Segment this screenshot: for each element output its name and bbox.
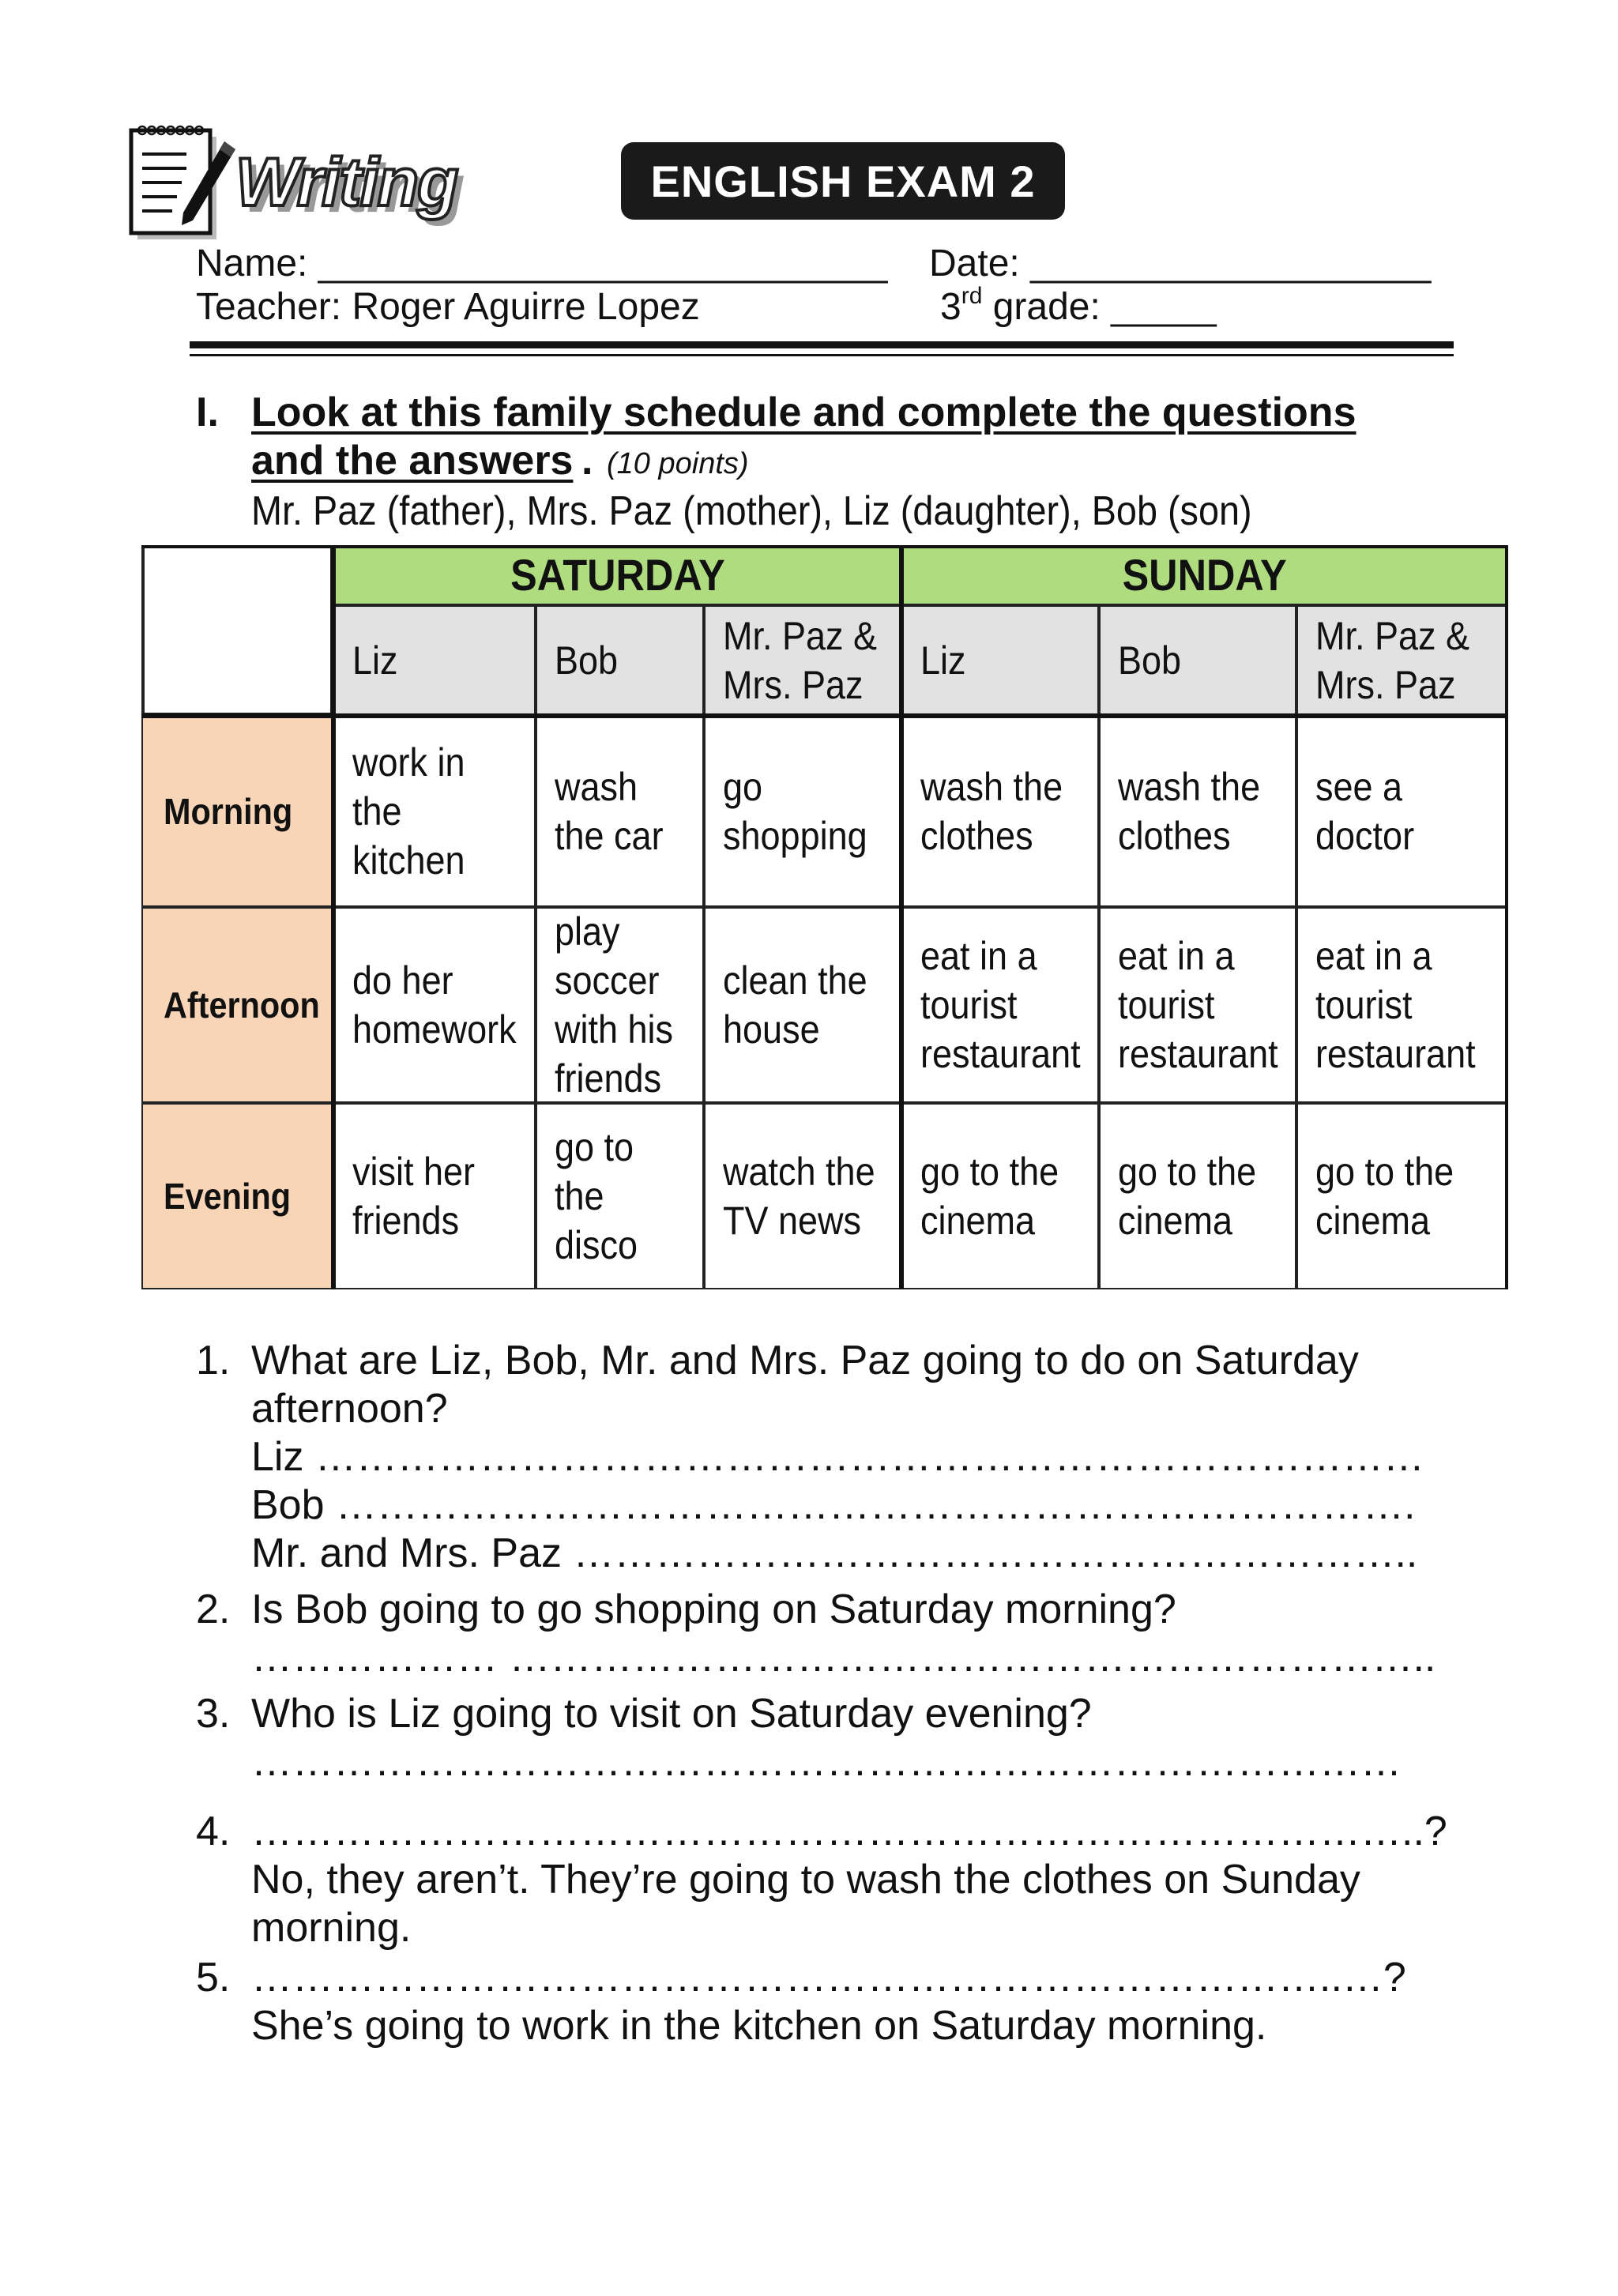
table-corner-cell: [141, 545, 333, 716]
schedule-cell-text: eat in a tourist restaurant: [920, 934, 1081, 1076]
schedule-cell-text: do her homework: [352, 958, 517, 1052]
schedule-cell: [1296, 716, 1508, 907]
question-1-answer-parents[interactable]: Mr. and Mrs. Paz ……………………………………………………..: [251, 1530, 1418, 1576]
exam-title: ENGLISH EXAM 2: [621, 142, 1065, 220]
schedule-cell-text: wash the clothes: [920, 765, 1063, 858]
question-2-answer[interactable]: ……………… …………………………………………………………..: [251, 1635, 1436, 1681]
question-1-answer-liz[interactable]: Liz ………………………………………………………………………: [251, 1434, 1424, 1480]
day-header-sunday: [901, 545, 1508, 605]
person-header: [1296, 605, 1508, 716]
family-members: Mr. Paz (father), Mrs. Paz (mother), Liz (daughter), Bob (son): [251, 488, 1252, 534]
person-header: [536, 605, 704, 716]
schedule-cell: [536, 716, 704, 907]
schedule-cell-text: visit her friends: [352, 1150, 476, 1243]
header-rule-thick: [190, 341, 1454, 348]
table-header-divider: [141, 713, 1508, 718]
section-instruction-period: .: [581, 438, 593, 484]
schedule-cell-text: wash the clothes: [1118, 765, 1261, 858]
grade-blank: grade: _____: [982, 286, 1217, 328]
schedule-cell-text: play soccer with his friends: [555, 909, 674, 1101]
question-3-answer[interactable]: …………………………………………………………………………: [251, 1739, 1402, 1785]
time-header-afternoon-text: Afternoon: [164, 984, 320, 1026]
time-header-evening-text: Evening: [164, 1176, 292, 1217]
schedule-cell: [901, 716, 1099, 907]
question-2-number: 2.: [196, 1586, 231, 1632]
time-header-morning: [141, 716, 333, 907]
name-field[interactable]: Name: ___________________________: [196, 243, 888, 284]
question-5-answer: She’s going to work in the kitchen on Saturday morning.: [251, 2003, 1267, 2049]
schedule-cell-text: go to the cinema: [1315, 1150, 1454, 1243]
person-header: [901, 605, 1099, 716]
schedule-cell: [1099, 1103, 1296, 1289]
schedule-cell-text: work in the kitchen: [352, 740, 465, 883]
section-points: (10 points): [607, 447, 749, 480]
person-header-text: Liz: [352, 638, 398, 683]
schedule-cell: [901, 1103, 1099, 1289]
time-header-evening: [141, 1103, 333, 1289]
schedule-cell: [536, 1103, 704, 1289]
schedule-cell-text: go to the cinema: [1118, 1150, 1257, 1243]
schedule-cell: [333, 1103, 536, 1289]
person-header-text: Liz: [920, 638, 966, 683]
schedule-cell: [1296, 907, 1508, 1103]
day-header-saturday: [333, 545, 901, 605]
person-header: [333, 605, 536, 716]
teacher-label: Teacher: Roger Aguirre Lopez: [196, 286, 700, 328]
time-header-morning-text: Morning: [164, 791, 293, 832]
question-4-answer: No, they aren’t. They’re going to wash the clothes on Sunday: [251, 1857, 1360, 1903]
grade-field[interactable]: [940, 283, 1217, 328]
schedule-cell-text: go to the cinema: [920, 1150, 1059, 1243]
question-1-answer-bob[interactable]: Bob …………………………………………………………………….: [251, 1482, 1416, 1528]
question-5-number: 5.: [196, 1955, 231, 2001]
schedule-cell-text: clean the house: [723, 958, 867, 1052]
question-3-text: Who is Liz going to visit on Saturday evening?: [251, 1691, 1092, 1737]
table-top-border: [141, 545, 1508, 548]
day-header-sunday-text: SUNDAY: [1122, 550, 1288, 600]
schedule-cell: [704, 1103, 901, 1289]
person-header-text: Bob: [1118, 638, 1182, 683]
question-1-number: 1.: [196, 1338, 231, 1383]
person-header-text: Bob: [555, 638, 619, 683]
person-header-text: Mr. Paz & Mrs. Paz: [723, 614, 878, 707]
schedule-cell: [333, 716, 536, 907]
person-header-text: Mr. Paz & Mrs. Paz: [1315, 614, 1470, 707]
schedule-cell-text: see a doctor: [1315, 765, 1415, 858]
question-4-number: 4.: [196, 1809, 231, 1854]
schedule-cell: [704, 907, 901, 1103]
family-schedule-table: [141, 545, 1508, 1289]
grade-number: 3: [940, 286, 961, 328]
schedule-cell: [333, 907, 536, 1103]
schedule-cell-text: go shopping: [723, 765, 867, 858]
question-1-text-cont: afternoon?: [251, 1386, 448, 1432]
question-1-text: What are Liz, Bob, Mr. and Mrs. Paz going to do on Saturday: [251, 1338, 1359, 1383]
question-3-number: 3.: [196, 1691, 231, 1737]
header-rule-thin: [190, 354, 1454, 356]
section-number: I.: [196, 390, 219, 435]
question-5-question-blank[interactable]: ……………………………………………………………………..…?: [251, 1955, 1406, 2001]
schedule-cell: [704, 716, 901, 907]
day-header-saturday-text: SATURDAY: [510, 550, 725, 600]
schedule-cell-text: eat in a tourist restaurant: [1118, 934, 1278, 1076]
table-right-border: [1505, 545, 1508, 1289]
grade-ordinal: rd: [961, 283, 983, 309]
schedule-cell: [1099, 716, 1296, 907]
schedule-cell-text: eat in a tourist restaurant: [1315, 934, 1476, 1076]
writing-logo-text: Writing: [235, 145, 457, 220]
date-field[interactable]: Date: ___________________: [929, 243, 1432, 284]
schedule-cell-text: wash the car: [555, 765, 664, 858]
schedule-cell-text: watch the TV news: [723, 1150, 875, 1243]
question-4-answer-cont: morning.: [251, 1905, 412, 1951]
schedule-cell: [1099, 907, 1296, 1103]
schedule-cell-text: go to the disco: [555, 1125, 638, 1267]
table-time-divider: [331, 545, 336, 1289]
person-header: [1099, 605, 1296, 716]
table-day-divider: [899, 545, 904, 1289]
question-4-question-blank[interactable]: …………………………………………………………………………..?: [251, 1809, 1447, 1854]
schedule-cell: [1296, 1103, 1508, 1289]
person-header: [704, 605, 901, 716]
section-instruction-line2: and the answers: [251, 438, 574, 484]
time-header-afternoon: [141, 907, 333, 1103]
schedule-cell: [901, 907, 1099, 1103]
question-2-text: Is Bob going to go shopping on Saturday morning?: [251, 1586, 1176, 1632]
schedule-cell: [536, 907, 704, 1103]
section-instruction-line1: Look at this family schedule and complete the questions: [251, 390, 1356, 435]
